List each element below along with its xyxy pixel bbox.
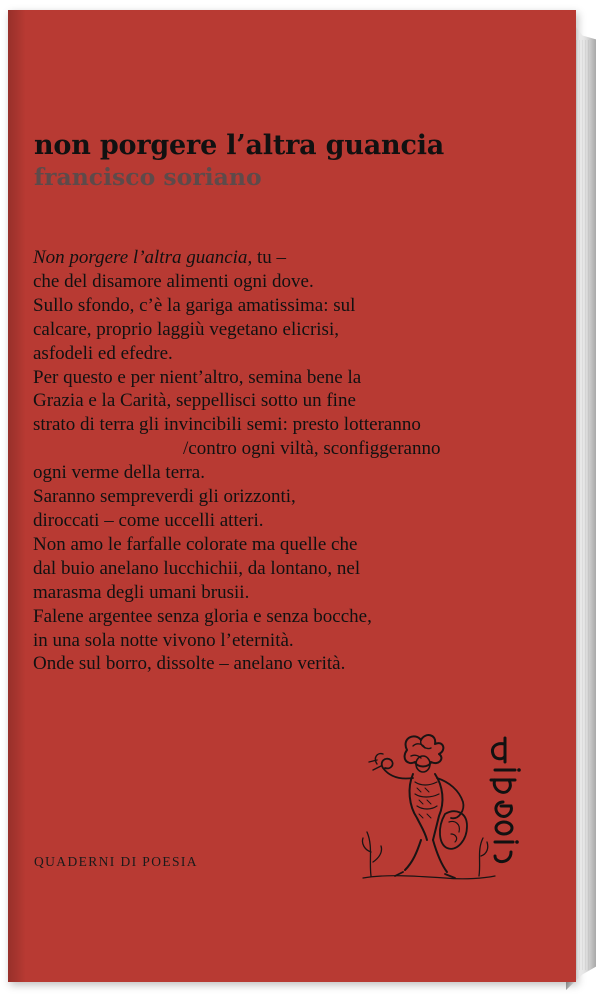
poem-line: asfodeli ed efedre. [33,342,173,364]
poem-text [33,246,553,676]
poem-line: ogni verme della terra. [33,462,205,484]
publisher-logo [355,728,530,898]
poem-line-indented: /contro ogni viltà, sconfiggeranno [183,438,441,460]
book-title: non porgere l’altra guancia [34,130,445,161]
poem-line: diroccati – come uccelli atteri. [33,509,264,531]
poem-first-line-rest: , tu – [247,247,286,268]
series-label: QUADERNI DI POESIA [34,854,198,869]
poem-line: marasma degli umani brusii. [33,581,250,603]
poem-line: Falene argentee senza gloria e senza bocche, [33,605,372,627]
poem-first-line-italic: Non porgere l’altra guancia [33,247,248,268]
poem-line: Per questo e per nient’altro, semina bene la [33,366,362,388]
engraving-illustration [362,735,495,879]
poem-line: Onde sul borro, dissolte – anelano verità. [33,653,346,675]
poem-line: Grazia e la Carità, seppellisci sotto un fine [33,390,356,412]
book-author: francisco soriano [34,163,262,191]
poem-line: dal buio anelano lucchichii, da lontano, nel [33,557,361,579]
spine-shadow [8,10,26,982]
poem-line: calcare, proprio laggiù vegetano elicrisi, [33,318,339,340]
poem-line: strato di terra gli invincibili semi: presto lotteranno [33,414,421,436]
poem-line: Non amo le farfalle colorate ma quelle che [33,533,358,555]
poem-line-1 [33,246,553,270]
poem-line: in una sola notte vivono l’eternità. [33,629,294,651]
publisher-wordmark [491,738,521,862]
poem-line: Sullo sfondo, c’è la gariga amatissima: sul [33,294,356,316]
poem-line: che del disamore alimenti ogni dove. [33,270,314,292]
poem-line: Saranno sempreverdi gli orizzonti, [33,486,296,508]
